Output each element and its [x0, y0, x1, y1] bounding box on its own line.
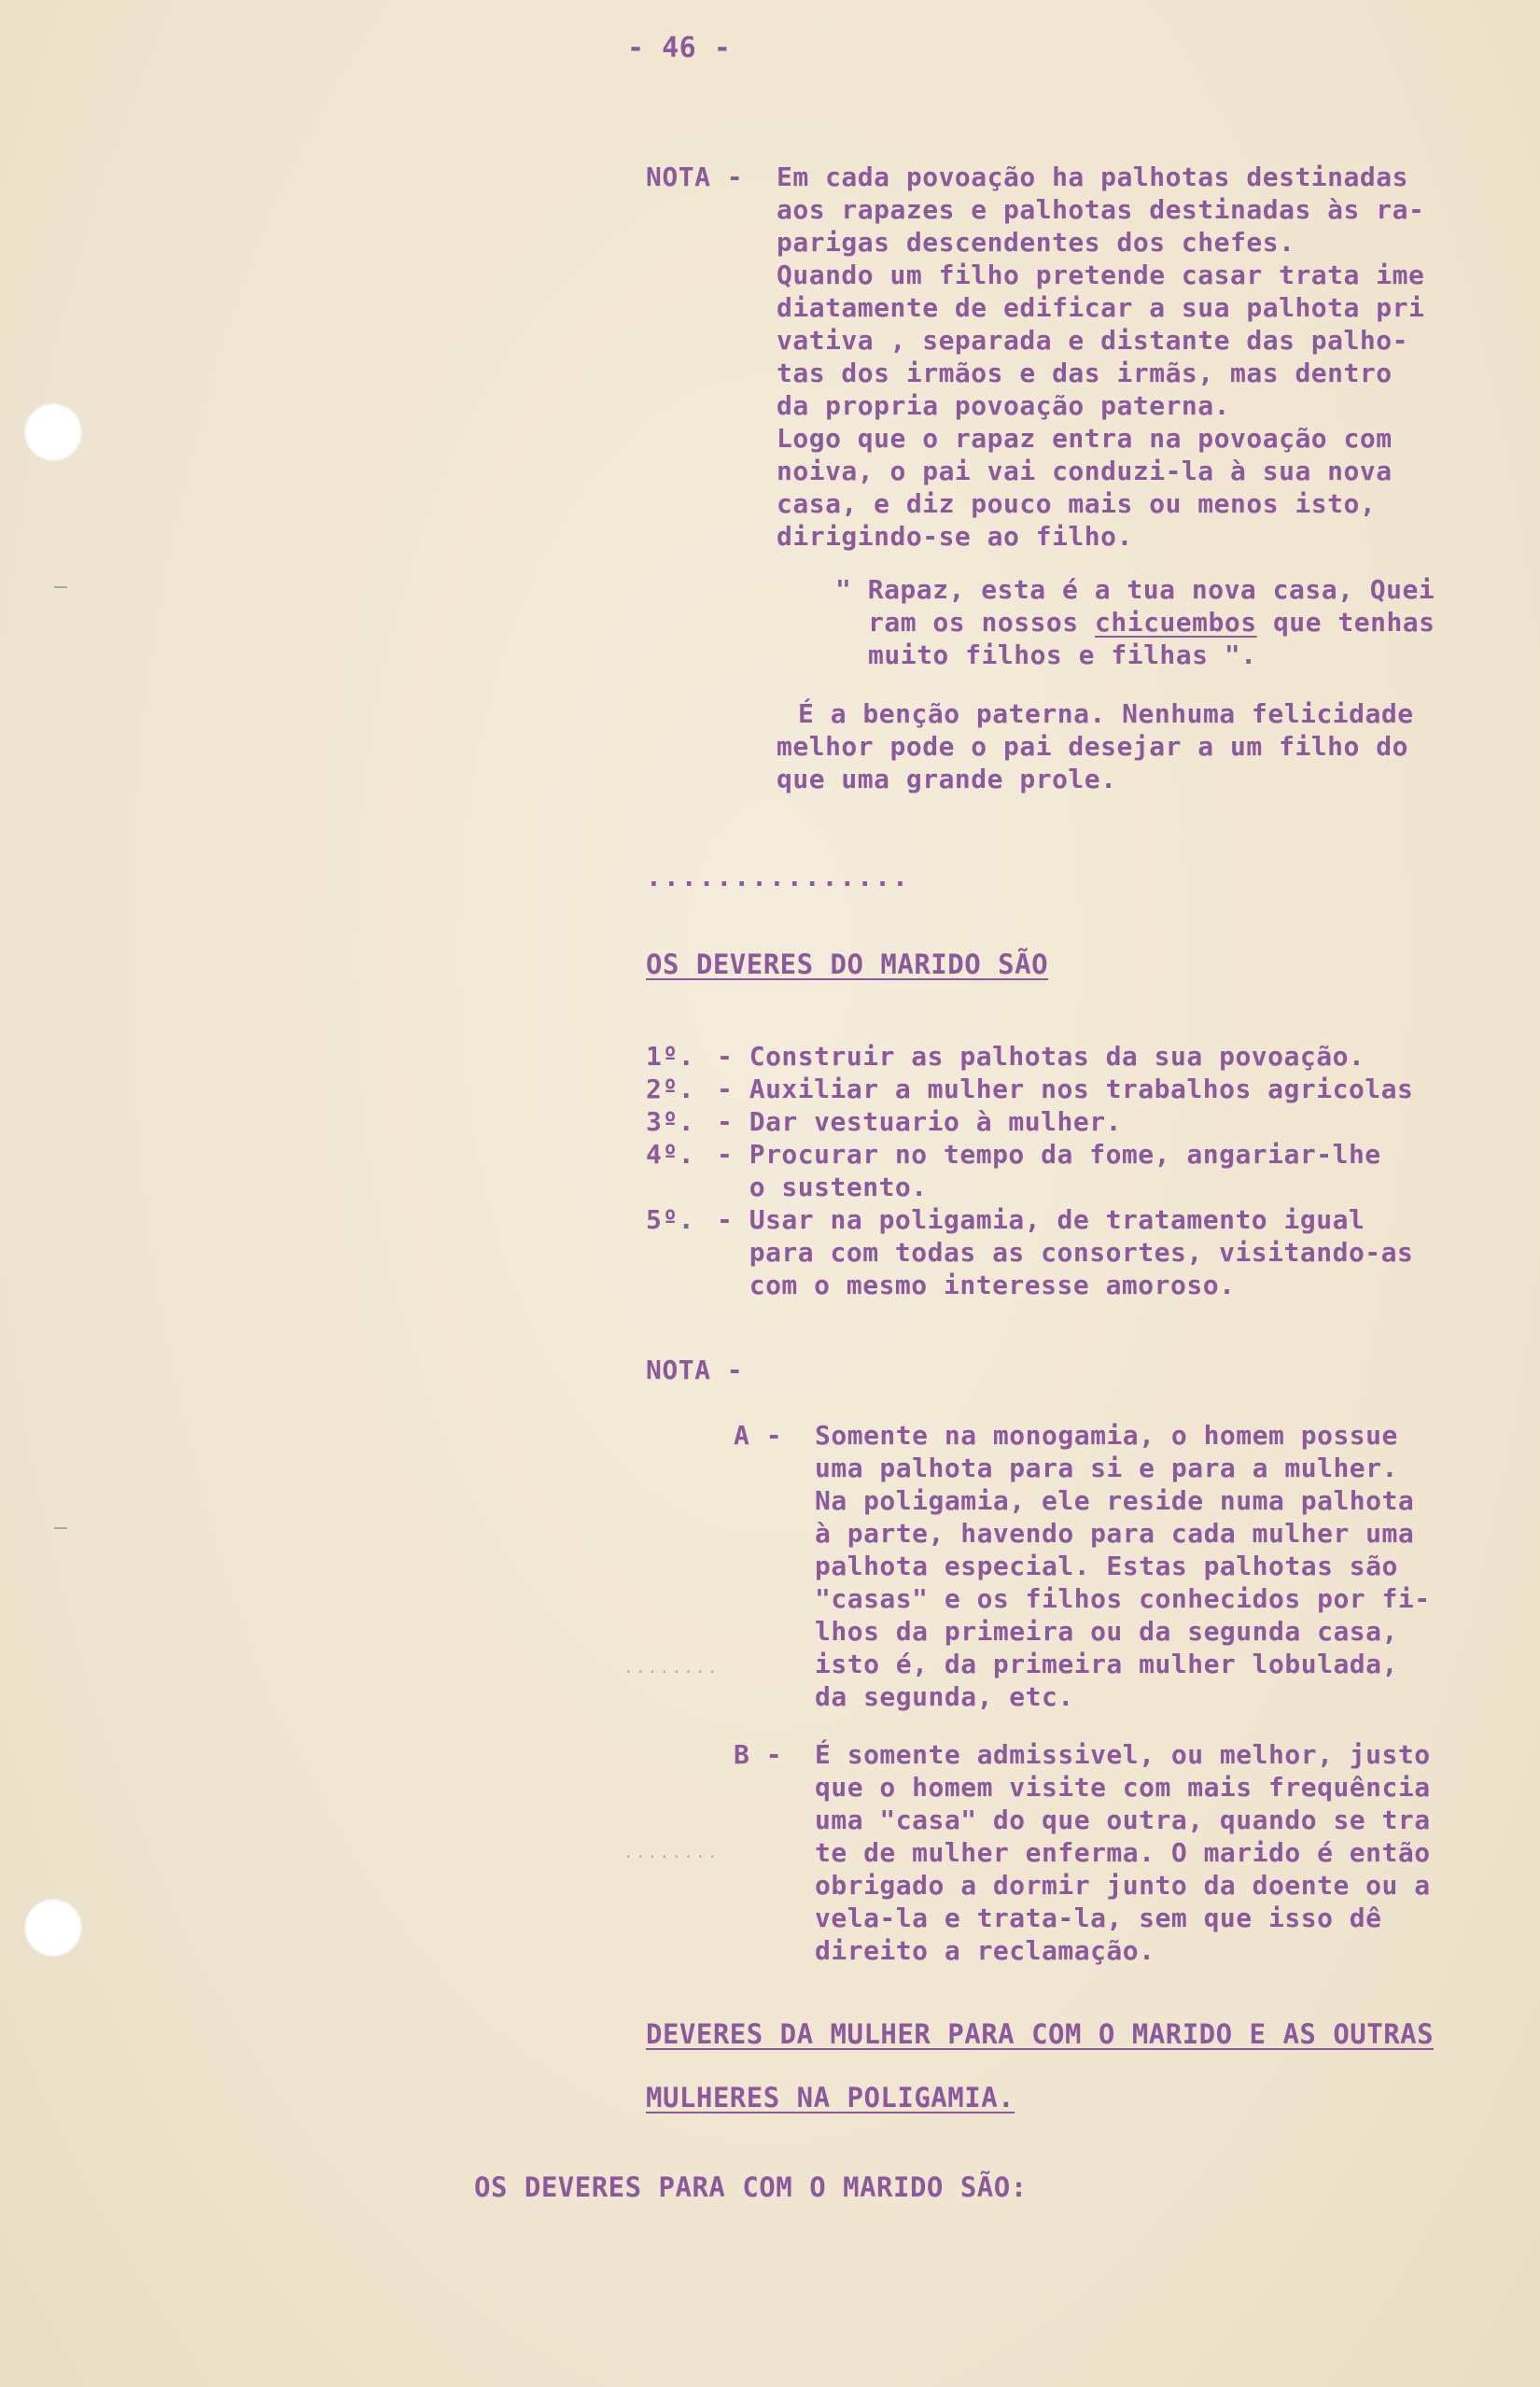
section-title-deveres-mulher-cont: MULHERES NA POLIGAMIA.: [646, 2082, 1015, 2113]
text-line: da segunda, etc.: [815, 1681, 1074, 1712]
section-separator: ...............: [646, 862, 910, 892]
text-line: que o homem visite com mais frequência: [815, 1772, 1431, 1803]
list-item: com o mesmo interesse amoroso.: [717, 1270, 1236, 1300]
text-line: parigas descendentes dos chefes.: [777, 227, 1295, 258]
text-line: dirigindo-se ao filho.: [777, 521, 1133, 552]
quote-line: muito filhos e filhas ".: [868, 639, 1257, 670]
nota-label: NOTA -: [646, 161, 744, 192]
text-line: melhor pode o pai desejar a um filho do: [777, 731, 1408, 762]
margin-tick: [54, 586, 67, 588]
text-line: obrigado a dormir junto da doente ou a: [815, 1870, 1431, 1901]
list-item-number: 5º.: [646, 1204, 695, 1235]
text-line: que uma grande prole.: [777, 764, 1117, 794]
text-line: direito a reclamação.: [815, 1935, 1155, 1966]
text-line: te de mulher enferma. O marido é então: [815, 1837, 1431, 1868]
list-item-number: 4º.: [646, 1139, 695, 1170]
chicuembos-term: chicuembos: [1095, 607, 1257, 638]
text-line: à parte, havendo para cada mulher uma: [815, 1518, 1415, 1549]
page-number: - 46 -: [627, 32, 732, 64]
text-line: É a benção paterna. Nenhuma felicidade: [798, 698, 1414, 729]
list-item: o sustento.: [717, 1172, 928, 1202]
quote-text: ram os nossos: [868, 607, 1096, 638]
section-title-deveres-mulher: DEVERES DA MULHER PARA COM O MARIDO E AS OUTRAS: [646, 2018, 1435, 2050]
text-line: Em cada povoação ha palhotas destinadas: [777, 161, 1408, 192]
list-item: - Procurar no tempo da fome, angariar-lhe: [717, 1139, 1381, 1170]
text-line: "casas" e os filhos conhecidos por fi-: [815, 1583, 1431, 1614]
note-b-label: B -: [734, 1739, 783, 1770]
nota-label: NOTA -: [646, 1355, 744, 1385]
quote-text: que tenhas: [1256, 607, 1435, 638]
text-line: tas dos irmãos e das irmãs, mas dentro: [777, 358, 1393, 388]
text-line: diatamente de edificar a sua palhota pri: [777, 292, 1425, 323]
list-item: - Construir as palhotas da sua povoação.: [717, 1041, 1365, 1072]
text-line: Quando um filho pretende casar trata ime: [777, 260, 1425, 290]
text-line: vativa , separada e distante das palho-: [777, 325, 1408, 356]
text-line: vela-la e trata-la, sem que isso dê: [815, 1903, 1382, 1933]
text-line: casa, e diz pouco mais ou menos isto,: [777, 488, 1377, 519]
text-line: da propria povoação paterna.: [777, 390, 1231, 421]
text-line: noiva, o pai vai conduzi-la à sua nova: [777, 456, 1393, 486]
list-item: - Dar vestuario à mulher.: [717, 1106, 1122, 1137]
quote-line: [868, 606, 1435, 639]
text-line: É somente admissivel, ou melhor, justo: [815, 1739, 1431, 1770]
list-item: - Auxiliar a mulher nos trabalhos agricolas: [717, 1074, 1414, 1104]
list-item-number: 2º.: [646, 1074, 695, 1104]
punch-hole-top: [24, 403, 82, 461]
final-heading: OS DEVERES PARA COM O MARIDO SÃO:: [474, 2171, 1028, 2203]
quote-line: " Rapaz, esta é a tua nova casa, Quei: [835, 574, 1435, 605]
text-line: Logo que o rapaz entra na povoação com: [777, 423, 1393, 454]
punch-hole-bottom: [24, 1899, 82, 1957]
margin-dots: ........: [623, 1843, 720, 1862]
text-line: palhota especial. Estas palhotas são: [815, 1551, 1398, 1581]
text-line: uma "casa" do que outra, quando se tra: [815, 1804, 1431, 1835]
section-title-deveres-marido: OS DEVERES DO MARIDO SÃO: [646, 948, 1049, 980]
list-item-number: 3º.: [646, 1106, 695, 1137]
list-item-number: 1º.: [646, 1041, 695, 1072]
margin-tick: [54, 1527, 67, 1529]
text-line: isto é, da primeira mulher lobulada,: [815, 1649, 1398, 1679]
list-item: para com todas as consortes, visitando-as: [717, 1237, 1414, 1268]
text-line: aos rapazes e palhotas destinadas às ra-: [777, 194, 1425, 225]
margin-dots: ........: [623, 1658, 720, 1678]
text-line: Somente na monogamia, o homem possue: [815, 1420, 1398, 1451]
list-item: - Usar na poligamia, de tratamento igual: [717, 1204, 1365, 1235]
text-line: uma palhota para si e para a mulher.: [815, 1453, 1398, 1483]
text-line: lhos da primeira ou da segunda casa,: [815, 1616, 1398, 1647]
note-a-label: A -: [734, 1420, 783, 1451]
text-line: Na poligamia, ele reside numa palhota: [815, 1485, 1415, 1516]
